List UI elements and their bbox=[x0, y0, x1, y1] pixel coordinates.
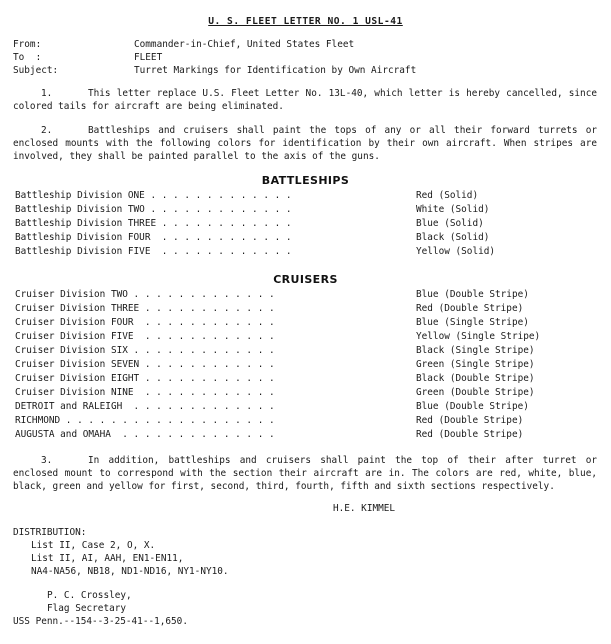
paragraph-3-number: 3. bbox=[41, 455, 53, 466]
cruiser-color: Black (Single Stripe) bbox=[416, 345, 535, 356]
cruiser-color: Black (Double Stripe) bbox=[416, 373, 535, 384]
distribution-label: DISTRIBUTION: bbox=[13, 527, 87, 538]
cruiser-color: Red (Double Stripe) bbox=[416, 303, 524, 314]
paragraph-1-text: This letter replace U.S. Fleet Letter No. 13L-40, which letter is hereby cancelled, since colored tails for aircraft are being eliminated. bbox=[13, 88, 597, 112]
battleship-row bbox=[15, 245, 595, 259]
cruiser-row bbox=[15, 414, 595, 428]
paragraph-1 bbox=[13, 87, 597, 113]
battleship-row bbox=[15, 189, 595, 203]
battleship-color: Black (Solid) bbox=[416, 232, 490, 243]
battleship-name: Battleship Division TWO . . . . . . . . . . . . . bbox=[15, 204, 292, 215]
cruiser-name: RICHMOND . . . . . . . . . . . . . . . . . . . bbox=[15, 415, 275, 426]
cruiser-color: Blue (Single Stripe) bbox=[416, 317, 529, 328]
cruiser-name: Cruiser Division FOUR . . . . . . . . . . . . bbox=[15, 317, 275, 328]
battleship-color: White (Solid) bbox=[416, 204, 490, 215]
battleship-color: Red (Solid) bbox=[416, 190, 479, 201]
paragraph-2 bbox=[13, 124, 597, 163]
cruiser-color: Red (Double Stripe) bbox=[416, 429, 524, 440]
cruiser-row bbox=[15, 400, 595, 414]
cruiser-color: Red (Double Stripe) bbox=[416, 415, 524, 426]
signature: H.E. KIMMEL bbox=[332, 503, 396, 514]
battleship-name: Battleship Division FOUR . . . . . . . . . . . . bbox=[15, 232, 292, 243]
cruisers-heading: CRUISERS bbox=[273, 273, 338, 286]
cruiser-name: AUGUSTA and OMAHA . . . . . . . . . . . . . . bbox=[15, 429, 275, 440]
from-label: From: bbox=[13, 39, 42, 50]
cruiser-color: Yellow (Single Stripe) bbox=[416, 331, 541, 342]
document-title: U. S. FLEET LETTER NO. 1 USL-41 bbox=[208, 16, 403, 27]
subject-value: Turret Markings for Identification by Own Aircraft bbox=[134, 65, 417, 76]
battleships-heading: BATTLESHIPS bbox=[261, 174, 350, 187]
distribution-line: List II, Case 2, O, X. bbox=[31, 540, 156, 551]
from-line bbox=[13, 38, 603, 51]
battleship-row bbox=[15, 231, 595, 245]
cruiser-name: Cruiser Division SEVEN . . . . . . . . . . . . bbox=[15, 359, 275, 370]
cruiser-row bbox=[15, 288, 595, 302]
cruiser-row bbox=[15, 372, 595, 386]
battleship-row bbox=[15, 203, 595, 217]
battleship-name: Battleship Division FIVE . . . . . . . . . . . . bbox=[15, 246, 292, 257]
cruiser-name: DETROIT and RALEIGH . . . . . . . . . . . . . bbox=[15, 401, 275, 412]
cruiser-name: Cruiser Division TWO . . . . . . . . . . . . . bbox=[15, 289, 275, 300]
paragraph-3 bbox=[13, 454, 597, 493]
to-value: FLEET bbox=[134, 52, 163, 63]
distribution-line: List II, AI, AAH, EN1-EN11, bbox=[31, 553, 184, 564]
printing-footer: USS Penn.--154--3-25-41--1,650. bbox=[13, 616, 188, 627]
battleship-name: Battleship Division ONE . . . . . . . . . . . . . bbox=[15, 190, 292, 201]
paragraph-3-text: In addition, battleships and cruisers shall paint the top of their after turret or enclosed mount to correspond with the section their aircraft are in. The colors are red, white, blue, black, green and yellow for first, second, third, fourth, fifth and sixth sections respectively. bbox=[13, 455, 597, 492]
cruiser-name: Cruiser Division FIVE . . . . . . . . . . . . bbox=[15, 331, 275, 342]
cruiser-name: Cruiser Division THREE . . . . . . . . . . . . bbox=[15, 303, 275, 314]
cruiser-name: Cruiser Division EIGHT . . . . . . . . . . . . bbox=[15, 373, 275, 384]
battleship-color: Blue (Solid) bbox=[416, 218, 484, 229]
paragraph-2-number: 2. bbox=[41, 125, 53, 136]
paragraph-1-number: 1. bbox=[41, 88, 53, 99]
battleship-color: Yellow (Solid) bbox=[416, 246, 496, 257]
cruiser-row bbox=[15, 344, 595, 358]
cruiser-name: Cruiser Division SIX . . . . . . . . . . . . . bbox=[15, 345, 275, 356]
from-value: Commander-in-Chief, United States Fleet bbox=[134, 39, 355, 50]
battleship-row bbox=[15, 217, 595, 231]
cruiser-color: Green (Double Stripe) bbox=[416, 387, 535, 398]
cruiser-color: Green (Single Stripe) bbox=[416, 359, 535, 370]
cruiser-color: Blue (Double Stripe) bbox=[416, 289, 529, 300]
secretary-title: Flag Secretary bbox=[47, 603, 127, 614]
cruiser-row bbox=[15, 316, 595, 330]
paragraph-2-text: Battleships and cruisers shall paint the tops of any or all their forward turrets or enclosed mounts with the following colors for identification by their own aircraft. When stripes are involved, they shall be painted parallel to the axis of the guns. bbox=[13, 125, 597, 162]
cruiser-row bbox=[15, 428, 595, 442]
secretary-name: P. C. Crossley, bbox=[47, 590, 132, 601]
subject-label: Subject: bbox=[13, 65, 59, 76]
battleship-name: Battleship Division THREE . . . . . . . . . . . . bbox=[15, 218, 292, 229]
distribution-line: NA4-NA56, NB18, ND1-ND16, NY1-NY10. bbox=[31, 566, 229, 577]
subject-line bbox=[13, 64, 603, 77]
to-label: To : bbox=[13, 52, 42, 63]
to-line bbox=[13, 51, 603, 64]
cruiser-row bbox=[15, 386, 595, 400]
cruiser-row bbox=[15, 358, 595, 372]
cruiser-color: Blue (Double Stripe) bbox=[416, 401, 529, 412]
cruiser-row bbox=[15, 302, 595, 316]
cruiser-row bbox=[15, 330, 595, 344]
cruiser-name: Cruiser Division NINE . . . . . . . . . . . . bbox=[15, 387, 275, 398]
